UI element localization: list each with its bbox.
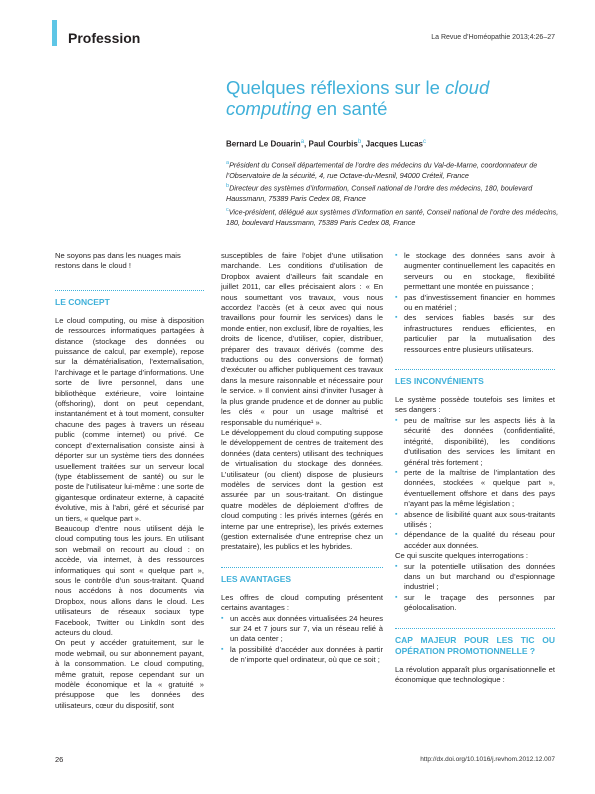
affiliation	[226, 205, 566, 228]
paragraph: La révolution apparaît plus organisationnelle et économique que technologique :	[395, 664, 555, 684]
section-heading-cap-majeur: CAP MAJEUR POUR LES TIC OU OPÉRATION PROMOTIONNELLE ?	[395, 628, 555, 657]
paragraph: Beaucoup d’entre nous utilisent déjà le cloud computing tous les jours. En utilisant son webmail on recourt au cloud : on accède, via internet, à des ressources informatiques qui sont « quelque part », sous le contrôle d’un sous-traitant. Quand nous accédons à nos documents via Dropbox, nous allons dans le cloud. Les utilisateurs de réseaux sociaux type Facebook, Twitter ou LinkdIn sont des acteurs du cloud.	[55, 523, 204, 637]
affiliation-sup: a	[226, 160, 230, 166]
list-item: ▪ absence de lisibilité quant aux sous-traitants utilisés ;	[395, 510, 555, 531]
paragraph: Le développement du cloud computing suppose le développement de centres de traitement des données (data centers) utilisant des techniques de virtualisation du stockage des données. L’utilisateur (ou client) dispose de plusieurs modèles de services dont la gestion est assurée par un sous-traitant. On distingue quatre modèles de déploiement d’offres de cloud computing : les privés internes (gérés en interne par une entreprise), les privés externes (gestion externalisée d’une entreprise chez un prestataire), les publics et les hybrides.	[221, 427, 383, 552]
journal-reference: La Revue d’Homéopathie 2013;4:26–27	[431, 34, 555, 41]
affiliation-text: Président du Conseil départemental de l’ordre des médecins du Val-de-Marne, coordonnateur de l’Observatoire de la sécurité, 4, rue Octave-du-Mesnil, 94000 Créteil, France	[226, 160, 538, 180]
paragraph: On peut y accéder gratuitement, sur le mode webmail, ou sur abonnement payant, à la consommation. Le cloud computing, même gratuit, repose cependant sur un modèle économique et la « gratuité » présuppose que les données des utilisateurs, cœur du dispositif, sont	[55, 638, 204, 710]
title-part2: en santé	[311, 98, 388, 119]
column-1	[55, 251, 204, 711]
author-sup: b	[357, 139, 362, 145]
title-italic: cloud computing	[226, 77, 490, 119]
list-item: ▪ la possibilité d’accéder aux données à partir de n’importe quel ordinateur, où que ce soit ;	[221, 645, 383, 666]
affiliation-text: Directeur des systèmes d’information, Conseil national de l’ordre des médecins, 180, boulevard Haussmann, 75389 Paris Cedex 08, France	[226, 183, 533, 204]
author-name: Jacques Lucas	[365, 139, 423, 149]
affiliation	[226, 158, 566, 181]
bullet-list	[395, 562, 555, 614]
affiliation	[226, 181, 566, 204]
list-item: ▪ peu de maîtrise sur les aspects liés à la sécurité des données (confidentialité, intégrité, disponibilité), les conditions d’utilisation des services les limitant en général très fortement ;	[395, 416, 555, 468]
paragraph: Le système possède toutefois ses limites et ses dangers :	[395, 395, 555, 415]
section-heading-concept: LE CONCEPT	[55, 290, 204, 308]
list-item: ▪ perte de la maîtrise de l’implantation des données, stockées « quelque part », éventuellement offshore et dans des pays n’ayant pas la même législation ;	[395, 468, 555, 510]
column-2	[221, 251, 383, 666]
title-part1: Quelques réflexions sur le	[226, 77, 446, 98]
author-sup: c	[423, 139, 426, 145]
author-sup: a	[300, 139, 305, 145]
list-item: ▪ sur le traçage des personnes par géolocalisation.	[395, 593, 555, 614]
bullet-list	[221, 614, 383, 666]
affiliation-text: Vice-président, délégué aux systèmes d’information en santé, Conseil national de l’ordre des médecins, 180, boulevard Haussmann, 75389 Paris Cedex 08, France	[226, 207, 559, 227]
list-item: ▪ dépendance de la qualité du réseau pour accéder aux données.	[395, 530, 555, 551]
section-heading-avantages: LES AVANTAGES	[221, 567, 383, 585]
column-3	[395, 251, 555, 685]
affiliation-sup: c	[226, 206, 229, 213]
affiliations	[226, 158, 566, 228]
paragraph: Les offres de cloud computing présentent certains avantages :	[221, 592, 383, 613]
list-item: ▪ le stockage des données sans avoir à augmenter continuellement les capacités en serveurs ou en stockage, flexibilité permettant une montée en puissance ;	[395, 251, 555, 293]
page-number: 26	[55, 755, 64, 764]
doi-link[interactable]: http://dx.doi.org/10.1016/j.revhom.2012.12.007	[420, 756, 555, 763]
list-item: ▪ un accès aux données virtualisées 24 heures sur 24 et 7 jours sur 7, via un réseau relié à un data center ;	[221, 614, 383, 645]
section-heading-inconvenients: LES INCONVÉNIENTS	[395, 369, 555, 387]
author-list: Bernard Le Douarin$^a$, Paul Courbis$^b$, Jacques Lucas$^c$	[226, 139, 426, 149]
list-item: ▪ pas d’investissement financier en hommes ou en matériel ;	[395, 293, 555, 314]
bullet-list	[395, 251, 555, 355]
article-title	[226, 77, 556, 119]
paragraph: Ce qui suscite quelques interrogations :	[395, 551, 528, 561]
intro-text: Ne soyons pas dans les nuages mais restons dans le cloud !	[55, 251, 181, 271]
section-label: Profession	[68, 30, 141, 46]
paragraph: Le cloud computing, ou mise à disposition de ressources informatiques partagées à distance (stockage des données ou puissance de calcul, par exemple), repose sur la dématérialisation, l’externalisation, l’archivage et le partage d’informations. Une sorte de livre personnel, dans une bibliothèque extérieure, voire lointaine (offshoring), dont on peut cependant, instantanément et à tout moment, consulter chacune des pages à travers un réseau public (comme internet) ou privé. Ce concept d’externalisation consiste ainsi à déporter sur un système tiers des données usuellement traitées sur un serveur local (type établissement de santé) ou sur le poste de l’utilisateur lui-même : une sorte de gigantesque ordinateur externe, à capacité évolutive, mis à l’abri, géré et sécurisé par un tiers, « quelque part ».	[55, 315, 204, 523]
section-accent-bar	[52, 20, 57, 46]
list-item: ▪ sur la potentielle utilisation des données dans un but marchand ou d’espionnage industriel ;	[395, 562, 555, 593]
author-name: Paul Courbis	[308, 139, 358, 149]
list-item: ▪ des services fiables basés sur des infrastructures rendues efficientes, en particulier par la mutualisation des ressources entre plusieurs utilisateurs.	[395, 313, 555, 355]
author-name: Bernard Le Douarin	[226, 139, 301, 149]
paragraph: susceptibles de faire l’objet d’une utilisation marchande. Les conditions d’utilisation de Dropbox avaient d’ailleurs fait scandale en juillet 2011, car elles précisaient alors : « En nous soumettant vos travaux, vous nous accordez l’accès (et à ceux avec qui nous travaillons pour fournir les services) dans le monde entier, non exclusif, libre de royalties, les droits de licence, d’utiliser, copier, distribuer, préparer des travaux dérivés (comme des traductions ou des conversions de format) d’exécuter ou afficher publiquement ces travaux dans la mesure raisonnable et nécessaire pour le service. » Il convient ainsi d’inviter l’usager à la plus grande prudence et de donner au public les clés « pour un usage maîtrisé et responsable du numérique¹ ».	[221, 251, 383, 427]
affiliation-sup: b	[226, 183, 230, 190]
bullet-list	[395, 416, 555, 551]
